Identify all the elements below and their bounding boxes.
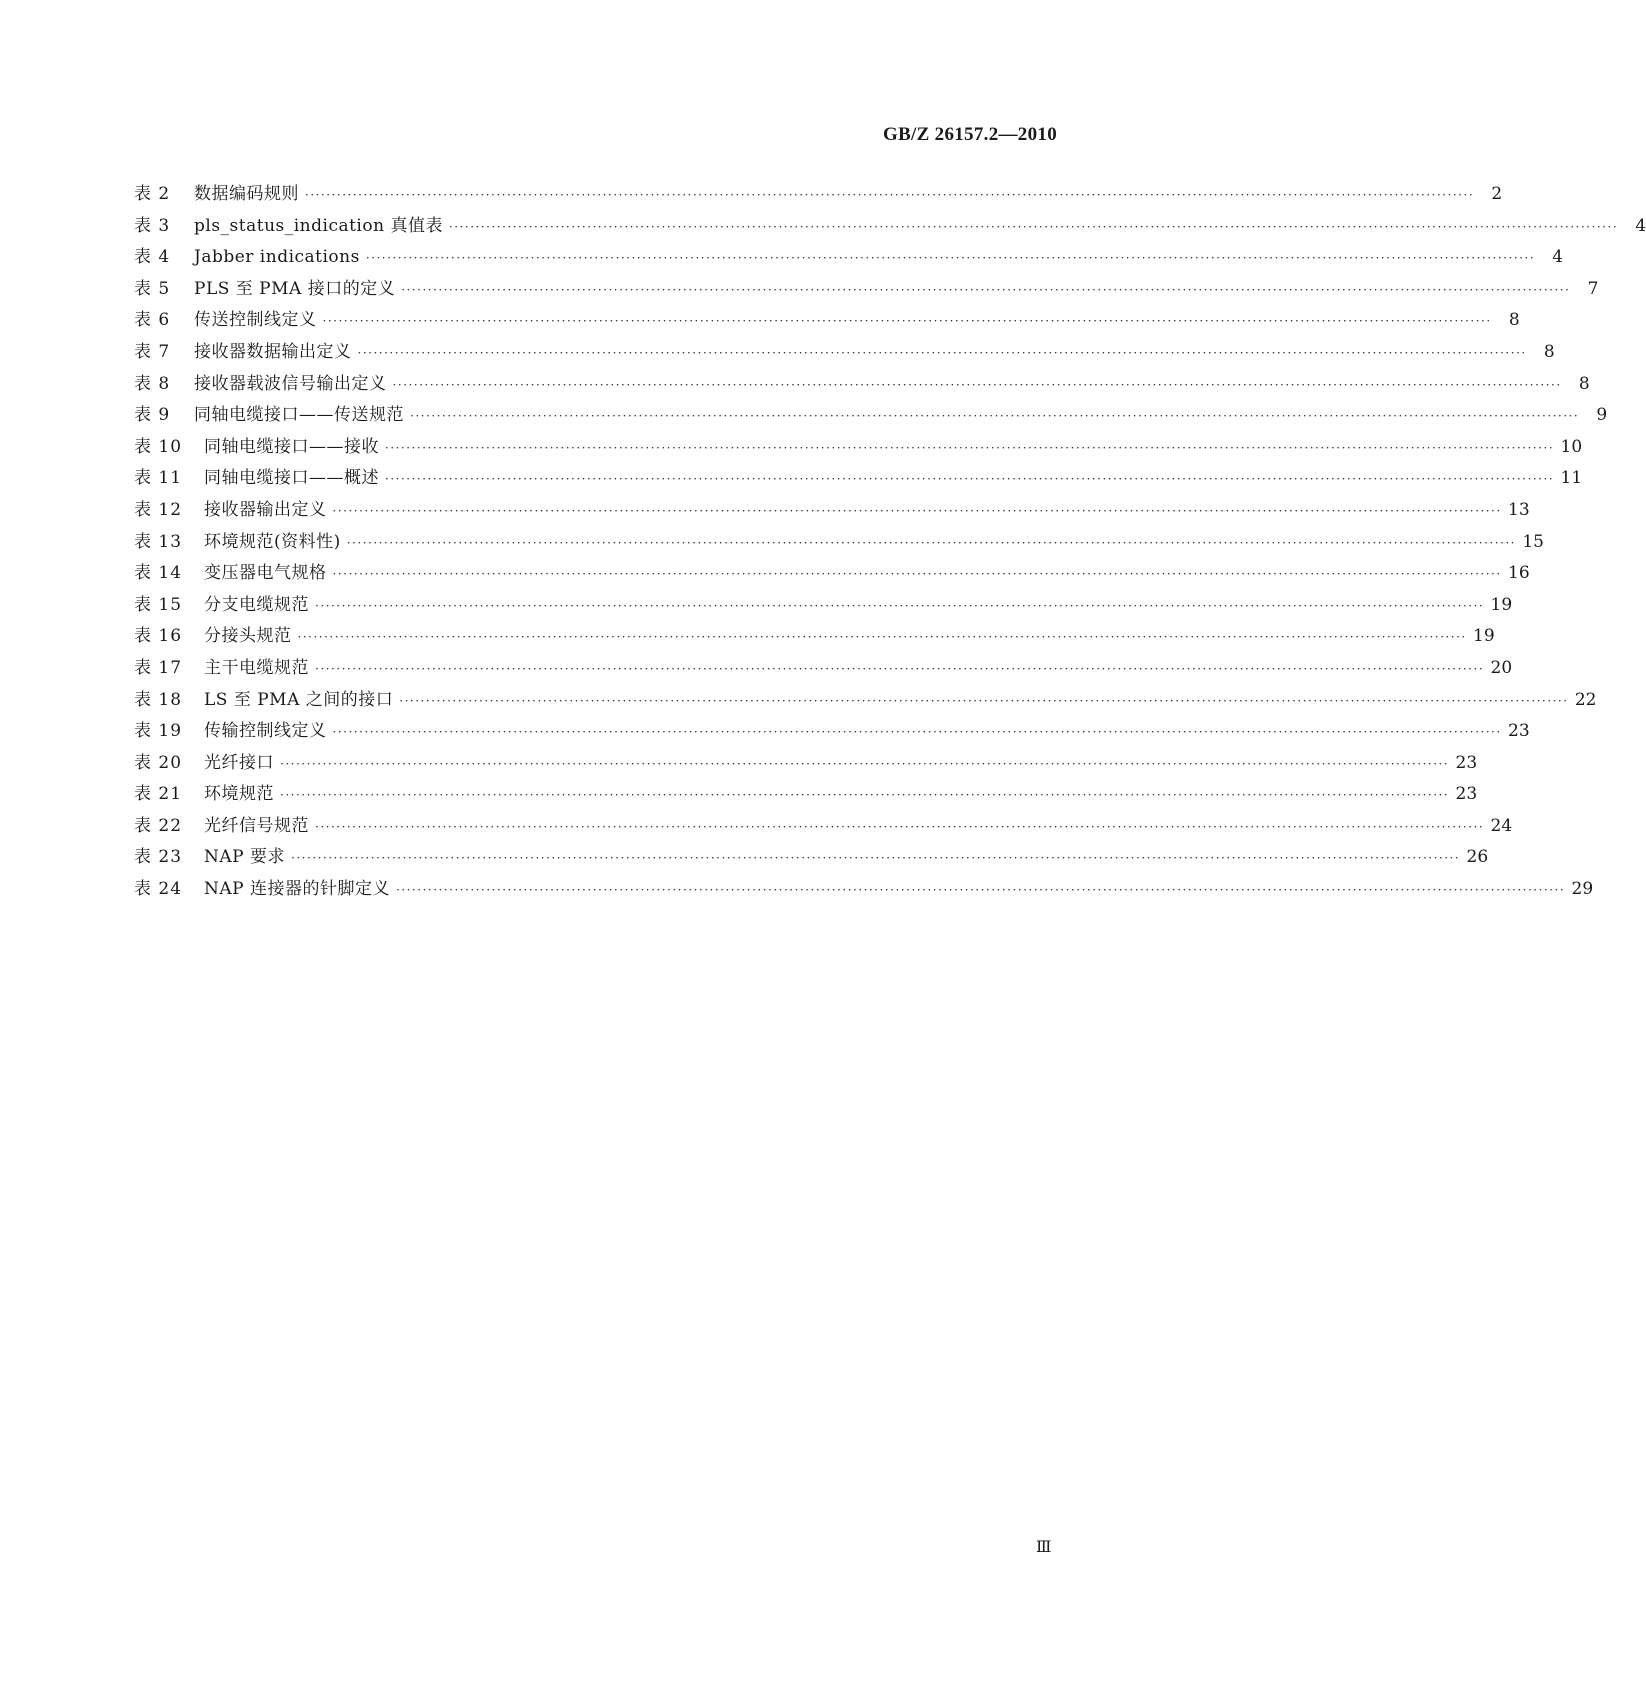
toc-leader-dots: ···························································································································································································································· xyxy=(297,630,1467,645)
toc-leader-dots: ···························································································································································································································· xyxy=(357,345,1527,360)
toc-entry xyxy=(134,874,1594,906)
toc-leader-dots: ···························································································································································································································· xyxy=(315,598,1485,613)
toc-leader-dots: ···························································································································································································································· xyxy=(332,567,1502,582)
toc-entry-page: 4 xyxy=(1552,247,1564,268)
toc-leader-dots: ···························································································································································································································· xyxy=(385,472,1555,487)
toc-leader-dots: ···························································································································································································································· xyxy=(322,314,1492,329)
toc-entry-title: 接收器输出定义 xyxy=(204,499,327,520)
toc-entry xyxy=(134,495,1530,527)
toc-entry-number: 表 7 xyxy=(134,341,171,362)
toc-leader-dots: ···························································································································································································································· xyxy=(401,282,1571,297)
toc-entry-title: 环境规范 xyxy=(204,784,274,805)
toc-entry xyxy=(134,369,1590,401)
toc-entry-page: 9 xyxy=(1596,405,1608,426)
toc-entry-page: 23 xyxy=(1508,721,1530,742)
toc-leader-dots: ···························································································································································································································· xyxy=(280,788,1450,803)
toc-entry-title: 环境规范(资料性) xyxy=(204,531,341,552)
toc-leader-dots: ···························································································································································································································· xyxy=(280,756,1450,771)
toc-entry-page: 4 xyxy=(1635,215,1646,236)
toc-entry-number: 表 10 xyxy=(134,436,183,457)
toc-entry-title: NAP 要求 xyxy=(204,847,285,868)
toc-entry xyxy=(134,590,1513,622)
toc-entry-page: 22 xyxy=(1574,689,1597,710)
toc-entry-title: 光纤接口 xyxy=(204,752,274,773)
toc-entry-page: 13 xyxy=(1508,499,1530,520)
toc-entry-page: 24 xyxy=(1490,815,1513,836)
toc-entry xyxy=(134,432,1583,464)
toc-entry-number: 表 20 xyxy=(134,752,183,773)
toc-leader-dots: ···························································································································································································································· xyxy=(410,409,1580,424)
toc-entry-number: 表 23 xyxy=(134,847,183,868)
toc-entry xyxy=(134,211,1646,243)
toc-entry xyxy=(134,842,1489,874)
toc-entry xyxy=(134,716,1530,748)
toc-entry xyxy=(134,621,1495,653)
toc-entry-number: 表 12 xyxy=(134,499,183,520)
toc-entry-number: 表 16 xyxy=(134,626,183,647)
toc-entry xyxy=(134,748,1478,780)
toc-entry-page: 20 xyxy=(1490,657,1513,678)
toc-entry-title: 接收器载波信号输出定义 xyxy=(194,373,387,394)
toc-entry-page: 8 xyxy=(1543,341,1555,362)
toc-entry-number: 表 24 xyxy=(134,879,183,900)
toc-entry xyxy=(134,400,1608,432)
toc-entry-title: 分接头规范 xyxy=(204,626,292,647)
toc-entry-number: 表 15 xyxy=(134,594,183,615)
toc-entry xyxy=(134,779,1478,811)
toc-entry-page: 23 xyxy=(1455,784,1478,805)
toc-entry-title: 主干电缆规范 xyxy=(204,657,309,678)
table-of-contents xyxy=(134,179,1646,906)
toc-entry xyxy=(134,527,1544,559)
page-number: Ⅲ xyxy=(1036,1539,1052,1556)
toc-leader-dots: ···························································································································································································································· xyxy=(385,440,1555,455)
toc-entry-number: 表 5 xyxy=(134,278,171,299)
toc-entry xyxy=(134,305,1520,337)
toc-entry-title: 变压器电气规格 xyxy=(204,563,327,584)
toc-entry xyxy=(134,653,1513,685)
toc-entry-page: 8 xyxy=(1578,373,1590,394)
toc-entry-page: 19 xyxy=(1473,626,1495,647)
toc-entry-number: 表 21 xyxy=(134,784,183,805)
toc-entry-page: 7 xyxy=(1587,278,1599,299)
toc-entry-page: 11 xyxy=(1560,468,1583,489)
toc-leader-dots: ···························································································································································································································· xyxy=(332,503,1502,518)
toc-entry xyxy=(134,811,1513,843)
toc-entry-number: 表 8 xyxy=(134,373,171,394)
toc-entry-number: 表 22 xyxy=(134,815,183,836)
toc-entry-page: 10 xyxy=(1560,436,1583,457)
toc-entry-number: 表 4 xyxy=(134,247,171,268)
toc-entry-number: 表 11 xyxy=(134,468,183,489)
toc-leader-dots: ···························································································································································································································· xyxy=(346,535,1516,550)
toc-leader-dots: ···························································································································································································································· xyxy=(332,725,1502,740)
toc-entry-page: 23 xyxy=(1455,752,1478,773)
toc-entry-number: 表 3 xyxy=(134,215,171,236)
toc-entry-title: 传输控制线定义 xyxy=(204,721,327,742)
toc-entry-title: 同轴电缆接口——传送规范 xyxy=(194,405,404,426)
toc-entry-title: 数据编码规则 xyxy=(194,184,299,204)
standard-code-header: GB/Z 26157.2—2010 xyxy=(882,124,1057,145)
toc-leader-dots: ···························································································································································································································· xyxy=(396,883,1566,898)
toc-leader-dots: ···························································································································································································································· xyxy=(399,693,1569,708)
toc-entry-title: 传送控制线定义 xyxy=(194,310,317,331)
toc-leader-dots: ···························································································································································································································· xyxy=(305,188,1475,202)
toc-leader-dots: ···························································································································································································································· xyxy=(291,851,1461,866)
toc-leader-dots: ···························································································································································································································· xyxy=(315,661,1485,676)
toc-entry-number: 表 18 xyxy=(134,689,183,710)
toc-entry-page: 2 xyxy=(1491,184,1503,204)
toc-leader-dots: ···························································································································································································································· xyxy=(392,377,1562,392)
toc-entry-number: 表 19 xyxy=(134,721,183,742)
toc-entry-title: 分支电缆规范 xyxy=(204,594,309,615)
toc-entry-number: 表 9 xyxy=(134,405,171,426)
toc-leader-dots: ···························································································································································································································· xyxy=(365,251,1536,266)
toc-entry-title: 接收器数据输出定义 xyxy=(194,341,352,362)
toc-entry-page: 16 xyxy=(1508,563,1530,584)
toc-leader-dots: ···························································································································································································································· xyxy=(315,819,1485,834)
toc-entry xyxy=(134,685,1597,717)
toc-entry xyxy=(134,242,1564,274)
toc-entry-page: 26 xyxy=(1466,847,1489,868)
toc-entry-number: 表 14 xyxy=(134,563,183,584)
toc-entry-title: 光纤信号规范 xyxy=(204,815,309,836)
toc-entry-number: 表 2 xyxy=(134,184,171,204)
toc-entry xyxy=(134,337,1555,369)
toc-entry-number: 表 6 xyxy=(134,310,171,331)
toc-entry-title: 同轴电缆接口——接收 xyxy=(204,436,379,457)
toc-entry-number: 表 13 xyxy=(134,531,183,552)
toc-entry-page: 15 xyxy=(1522,531,1544,552)
toc-entry-title: LS 至 PMA 之间的接口 xyxy=(204,689,394,710)
toc-entry xyxy=(134,463,1583,495)
toc-entry-title: PLS 至 PMA 接口的定义 xyxy=(194,278,396,299)
toc-entry-page: 19 xyxy=(1490,594,1513,615)
toc-entry-title: pls_status_indication 真值表 xyxy=(194,215,443,236)
toc-entry-title: 同轴电缆接口——概述 xyxy=(204,468,379,489)
toc-entry xyxy=(134,274,1599,306)
toc-entry-title: NAP 连接器的针脚定义 xyxy=(204,879,390,900)
toc-entry xyxy=(134,558,1530,590)
toc-entry-page: 29 xyxy=(1571,879,1594,900)
toc-entry xyxy=(134,179,1503,211)
toc-entry-number: 表 17 xyxy=(134,657,183,678)
toc-entry-page: 8 xyxy=(1508,310,1520,331)
toc-entry-title: Jabber indications xyxy=(194,247,360,268)
toc-leader-dots: ···························································································································································································································· xyxy=(448,219,1619,234)
